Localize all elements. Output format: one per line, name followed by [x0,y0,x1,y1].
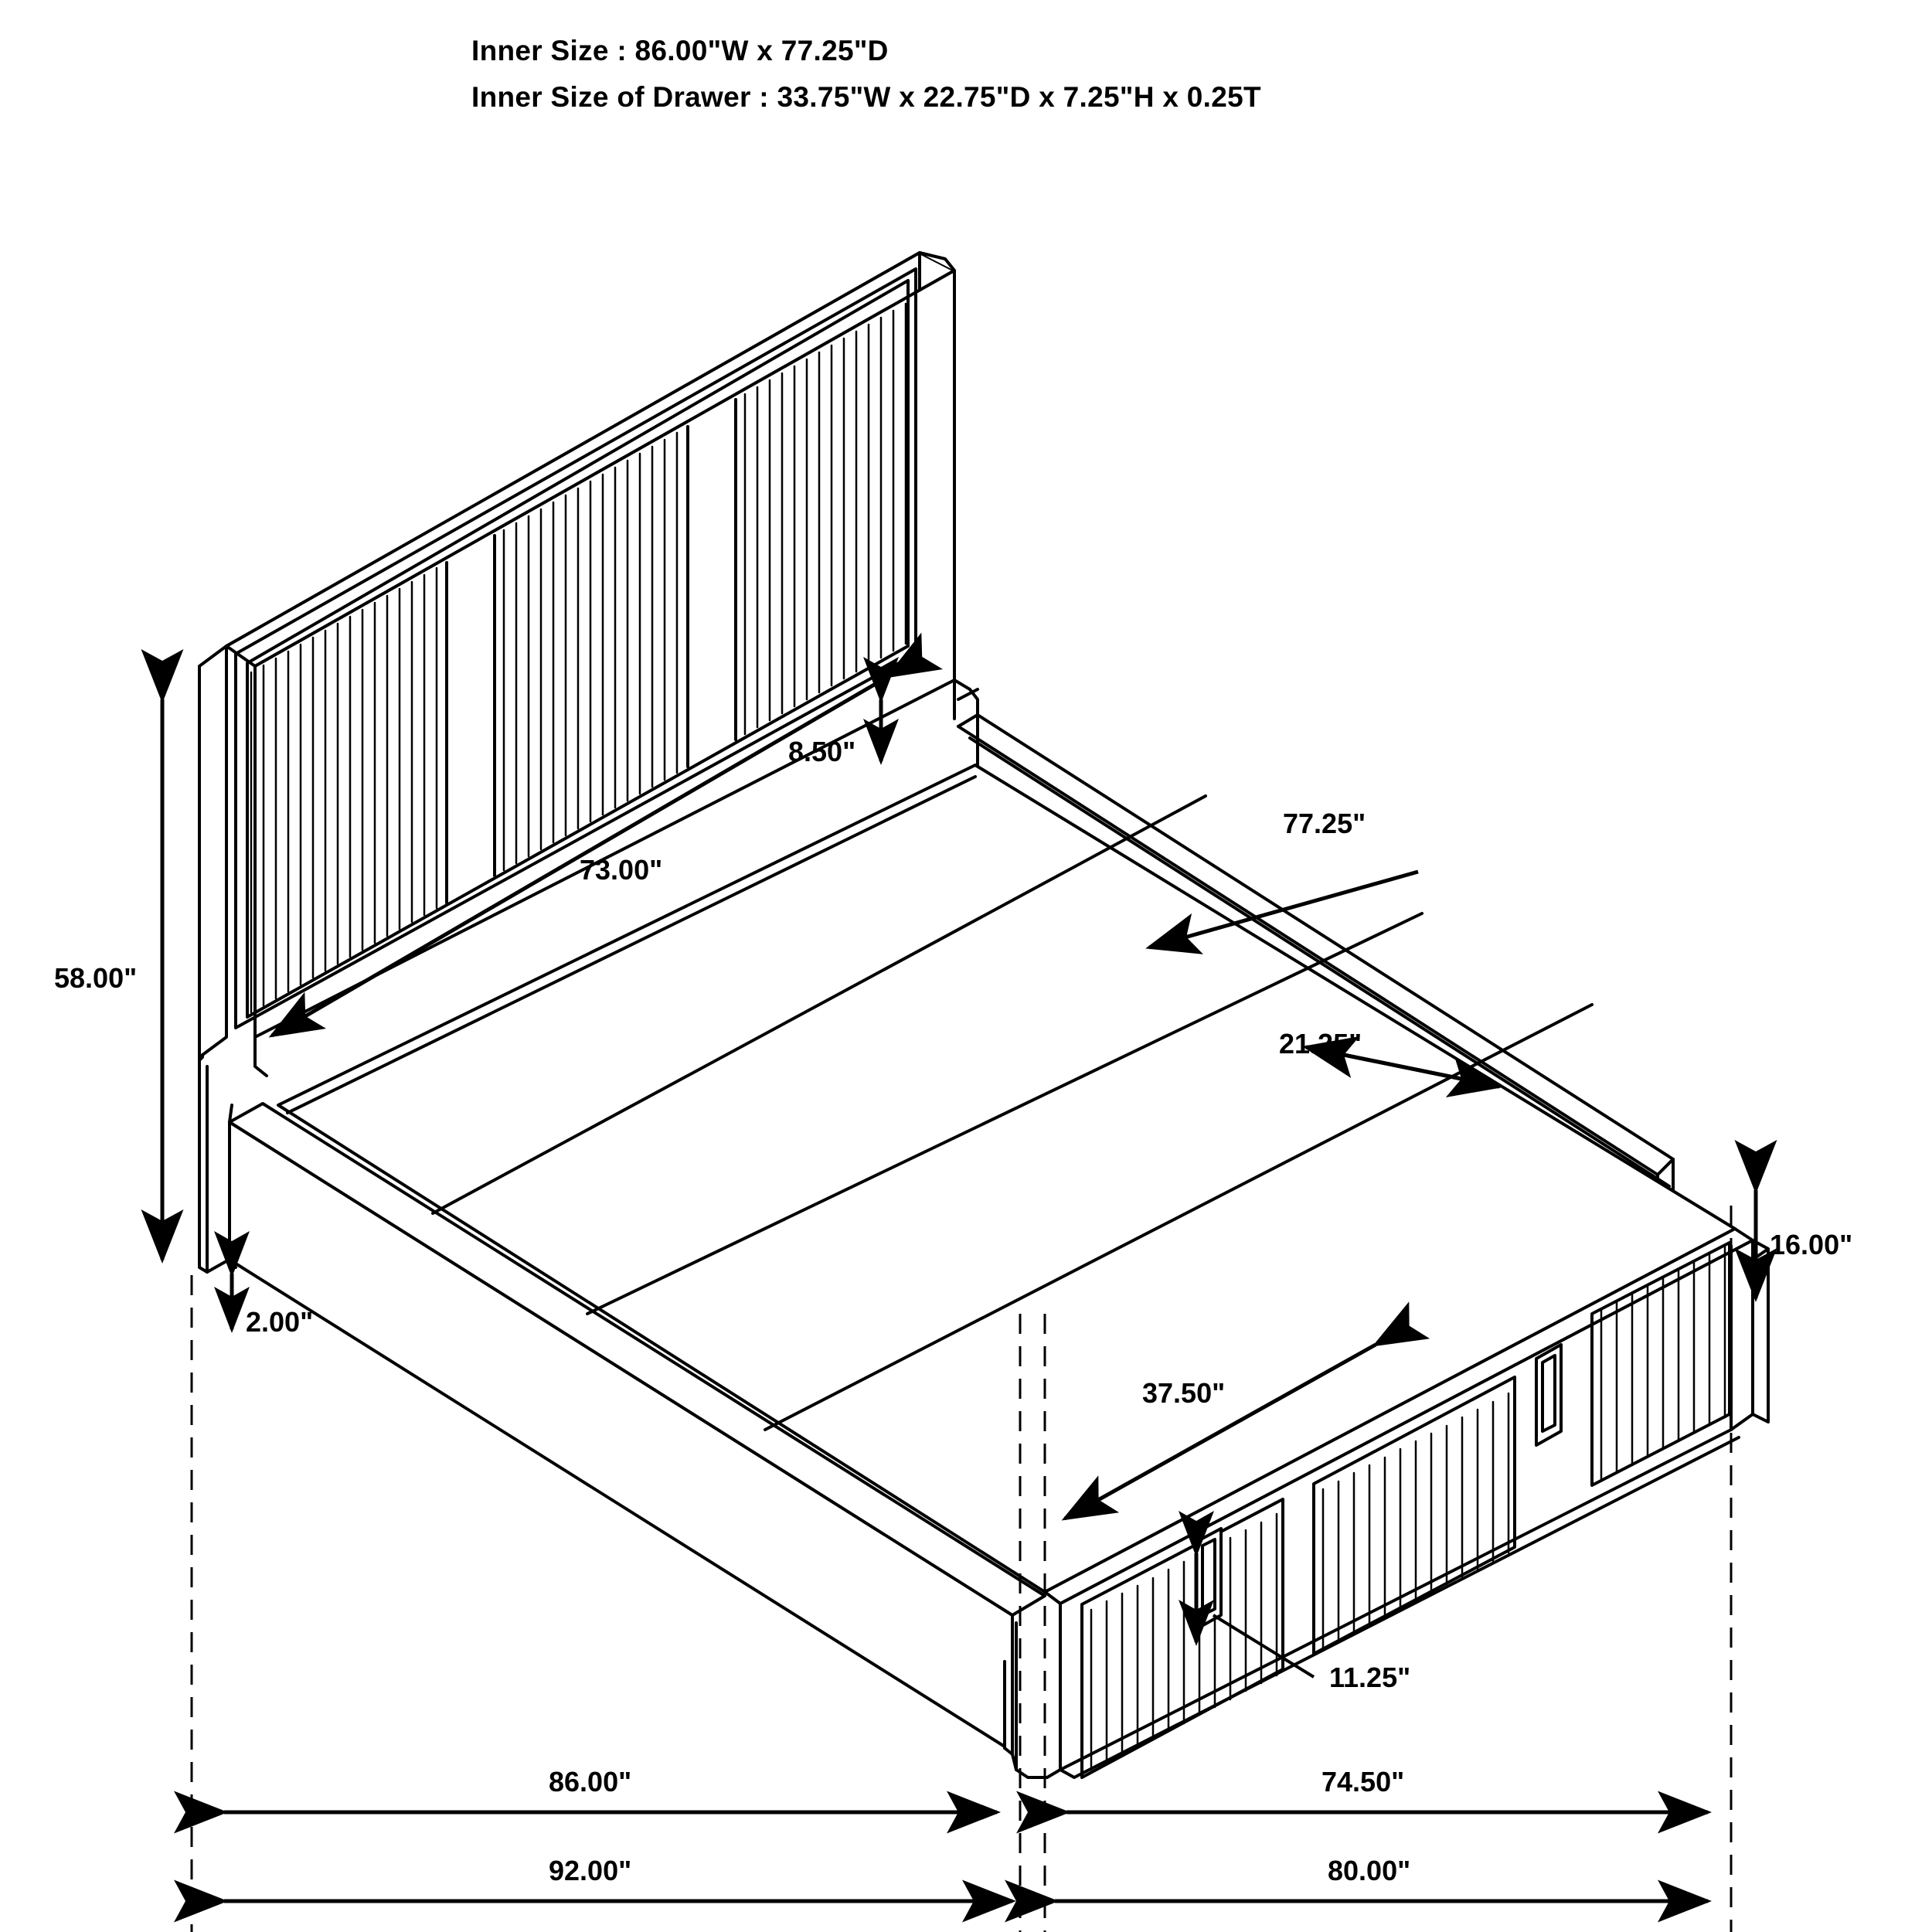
dim-headboard-panel-width: 73.00" [580,854,663,886]
dim-headboard-height: 58.00" [54,962,138,994]
dim-clearance-height: 2.00" [246,1306,314,1338]
dim-footboard-height: 16.00" [1770,1229,1853,1260]
inner-drawer-size-note: Inner Size of Drawer : 33.75"W x 22.75"D x 7.25"H x 0.25T [471,81,1261,113]
dim-footboard-drawer-depth: 21.25" [1279,1028,1362,1060]
dim-overall-length-outer: 80.00" [1328,1855,1411,1886]
dim-drawer-handle-height: 11.25" [1329,1662,1411,1693]
dim-overall-width: 86.00" [549,1766,632,1798]
dim-inner-depth: 77.25" [1283,808,1366,839]
dim-overall-length-right: 74.50" [1321,1766,1405,1798]
dim-overall-width-outer: 92.00" [549,1855,632,1886]
dim-drawer-front-width: 37.50" [1142,1377,1226,1409]
inner-size-note: Inner Size : 86.00"W x 77.25"D [471,35,889,66]
dim-headboard-top-rail: 8.50" [788,736,856,767]
